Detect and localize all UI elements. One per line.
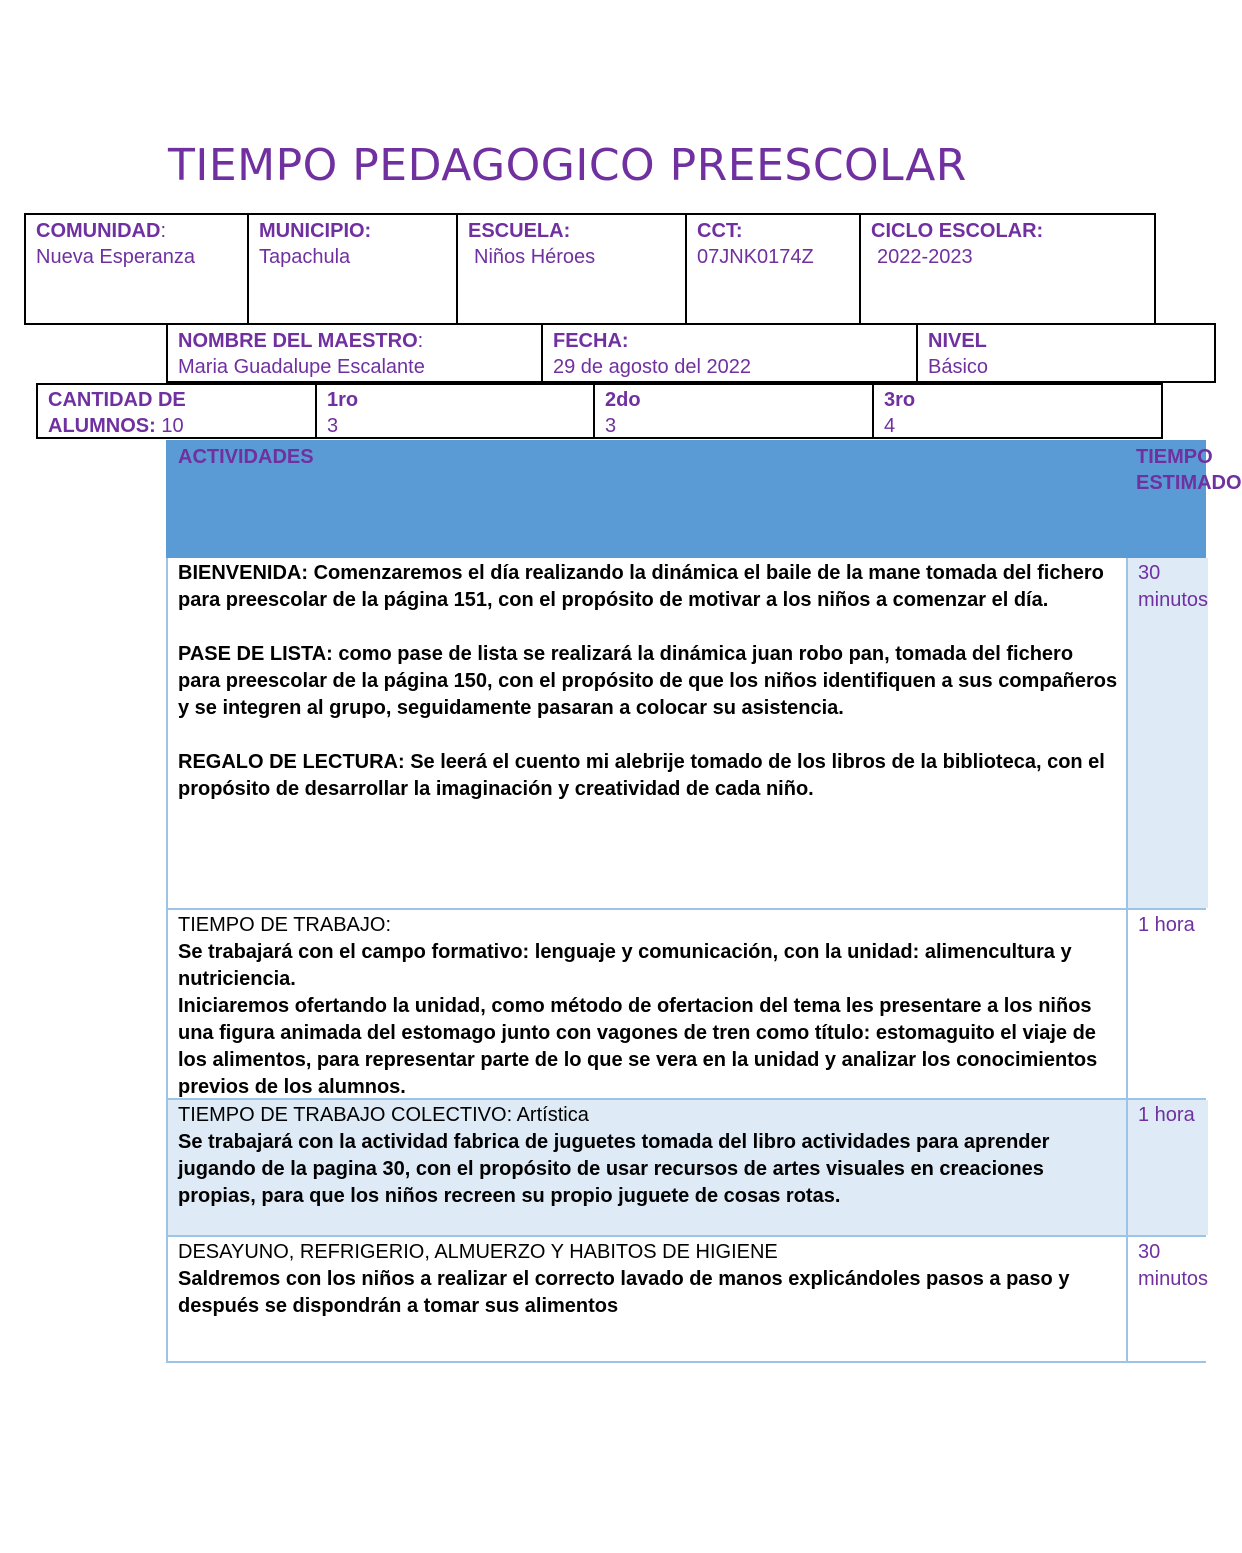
- escuela-cell: [456, 213, 687, 325]
- activity-text: BIENVENIDA: Comenzaremos el día realizando la dinámica el baile de la mane tomada del fichero para preescolar de la página 151, con el propósito de motivar a los niños a comenzar el día. PASE DE LISTA: como pase de lista se realizará la dinámica juan robo pan, tomada del fichero para preescolar de la página 150, con el propósito de que los niños identifiquen a sus compañeros y se integren al grupo, seguidamente pasaran a colocar su asistencia. REGALO DE LECTURA: Se leerá el cuento mi alebrije tomado de los libros de la biblioteca, con el propósito de desarrollar la imaginación y creatividad de cada niño.: [178, 562, 1118, 800]
- activity-duration: 1 hora: [1138, 1104, 1195, 1126]
- activity-text: TIEMPO DE TRABAJO: Se trabajará con el campo formativo: lenguaje y comunicación, con la unidad: alimencultura y nutriciencia. Iniciaremos ofertando la unidad, como método de ofertacion del tema les presentare a los niños una figura animada del estomago junto con vagones de tren como título: estomaguito el viaje de los alimentos, para representar parte de lo que se vera en la unidad y analizar los conocimientos previos de los alumnos.: [178, 914, 1098, 1098]
- primero-label: 1ro: [327, 389, 359, 411]
- maestro-cell: [166, 323, 543, 383]
- activity-row: [166, 910, 1206, 1100]
- activity-duration: 1 hora: [1138, 914, 1195, 936]
- municipio-label: MUNICIPIO:: [259, 220, 372, 242]
- activity-row: [166, 558, 1209, 910]
- primero-cell: [315, 383, 595, 439]
- cantidad-value: 10: [161, 415, 184, 437]
- comunidad-cell: [24, 213, 249, 325]
- escuela-label: ESCUELA:: [468, 220, 571, 242]
- activity-text: TIEMPO DE TRABAJO COLECTIVO: Artística Se trabajará con la actividad fabrica de juguetes tomada del libro actividades para aprender jugando de la pagina 30, con el propósito de usar recursos de artes visuales en creaciones propias, para que los niños recreen su propio juguete de cosas rotas.: [178, 1104, 1050, 1207]
- ciclo-cell: [859, 213, 1156, 325]
- primero-value: 3: [327, 415, 339, 437]
- activity-row: [166, 1100, 1206, 1237]
- cantidad-cell: [36, 383, 317, 439]
- nivel-label: NIVEL: [928, 330, 987, 352]
- fecha-value: 29 de agosto del 2022: [553, 356, 751, 378]
- ciclo-value: 2022-2023: [877, 246, 973, 268]
- segundo-label: 2do: [605, 389, 641, 411]
- cct-cell: [685, 213, 861, 325]
- activities-header: [166, 440, 1242, 558]
- comunidad-label: COMUNIDAD:: [36, 220, 166, 242]
- municipio-cell: [247, 213, 458, 325]
- activity-text: DESAYUNO, REFRIGERIO, ALMUERZO Y HABITOS DE HIGIENE Saldremos con los niños a realizar el correcto lavado de manos explicándoles pasos a paso y después se dispondrán a tomar sus alimentos: [178, 1241, 1070, 1317]
- nivel-cell: [916, 323, 1216, 383]
- segundo-cell: [593, 383, 874, 439]
- tercero-cell: [872, 383, 1163, 439]
- nivel-value: Básico: [928, 356, 989, 378]
- activity-duration: 30 minutos: [1138, 1241, 1209, 1290]
- activity-row: [166, 1237, 1209, 1363]
- fecha-label: FECHA:: [553, 330, 629, 352]
- tercero-value: 4: [884, 415, 896, 437]
- comunidad-value: Nueva Esperanza: [36, 246, 195, 268]
- tercero-label: 3ro: [884, 389, 916, 411]
- page-title: TIEMPO PEDAGOGICO PREESCOLAR: [168, 140, 967, 191]
- fecha-cell: [541, 323, 918, 383]
- cct-value: 07JNK0174Z: [697, 246, 814, 268]
- time-column-header: TIEMPO ESTIMADO: [1136, 446, 1242, 494]
- cantidad-label-line1: CANTIDAD DE: [48, 389, 186, 411]
- activity-duration: 30 minutos: [1138, 562, 1209, 611]
- cct-label: CCT:: [697, 220, 743, 242]
- cantidad-label-line2: ALUMNOS: 10: [48, 415, 184, 437]
- activities-column-header: ACTIVIDADES: [178, 446, 314, 468]
- segundo-value: 3: [605, 415, 617, 437]
- escuela-value: Niños Héroes: [474, 246, 596, 268]
- maestro-label: NOMBRE DEL MAESTRO:: [178, 330, 424, 352]
- municipio-value: Tapachula: [259, 246, 351, 268]
- maestro-value: Maria Guadalupe Escalante: [178, 356, 425, 378]
- ciclo-label: CICLO ESCOLAR:: [871, 220, 1044, 242]
